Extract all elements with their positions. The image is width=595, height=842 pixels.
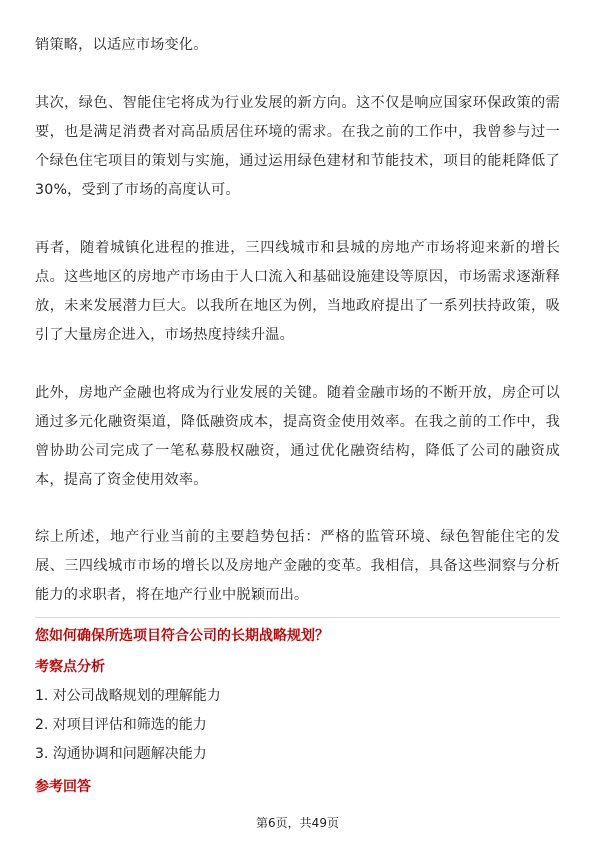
reference-answer-title: 参考回答 [35,779,91,795]
question-heading: 您如何确保所选项目符合公司的长期战略规划？ [35,628,329,644]
analysis-title: 考察点分析 [35,659,105,675]
analysis-point-3: 3. 沟通协调和问题解决能力 [35,746,207,762]
section-divider [35,617,560,618]
paragraph-real-estate-finance: 此外，房地产金融也将成为行业发展的关键。随着金融市场的不断开放，房企可以通过多元化融资渠道，降低融资成本，提高资金使用效率。在我之前的工作中，我曾协助公司完成了一笔私募股权融资，通过优化融资结构，降低了公司的融资成本，提高了资金使用效率。 [35,385,560,488]
analysis-point-2: 2. 对项目评估和筛选的能力 [35,717,207,733]
page-number-footer: 第6页，共49页 [256,816,339,830]
paragraph-green-housing: 其次，绿色、智能住宅将成为行业发展的新方向。这不仅是响应国家环保政策的需要，也是满足消费者对高品质居住环境的需求。在我之前的工作中，我曾参与过一个绿色住宅项目的策划与实施，通过运用绿色建材和节能技术，项目的能耗降低了30%，受到了市场的高度认可。 [35,95,560,198]
analysis-point-1: 1. 对公司战略规划的理解能力 [35,688,221,704]
paragraph-urbanization: 再者，随着城镇化进程的推进，三四线城市和县城的房地产市场将迎来新的增长点。这些地区的房地产市场由于人口流入和基础设施建设等原因，市场需求逐渐释放，未来发展潜力巨大。以我所在地区为例，当地政府提出了一系列扶持政策，吸引了大量房企进入，市场热度持续升温。 [35,240,560,343]
paragraph-intro-tail: 销策略，以适应市场变化。 [35,37,208,53]
paragraph-summary: 综上所述，地产行业当前的主要趋势包括：严格的监管环境、绿色智能住宅的发展、三四线城市市场的增长以及房地产金融的变革。我相信，具备这些洞察与分析能力的求职者，将在地产行业中脱颖而出。 [35,529,560,603]
